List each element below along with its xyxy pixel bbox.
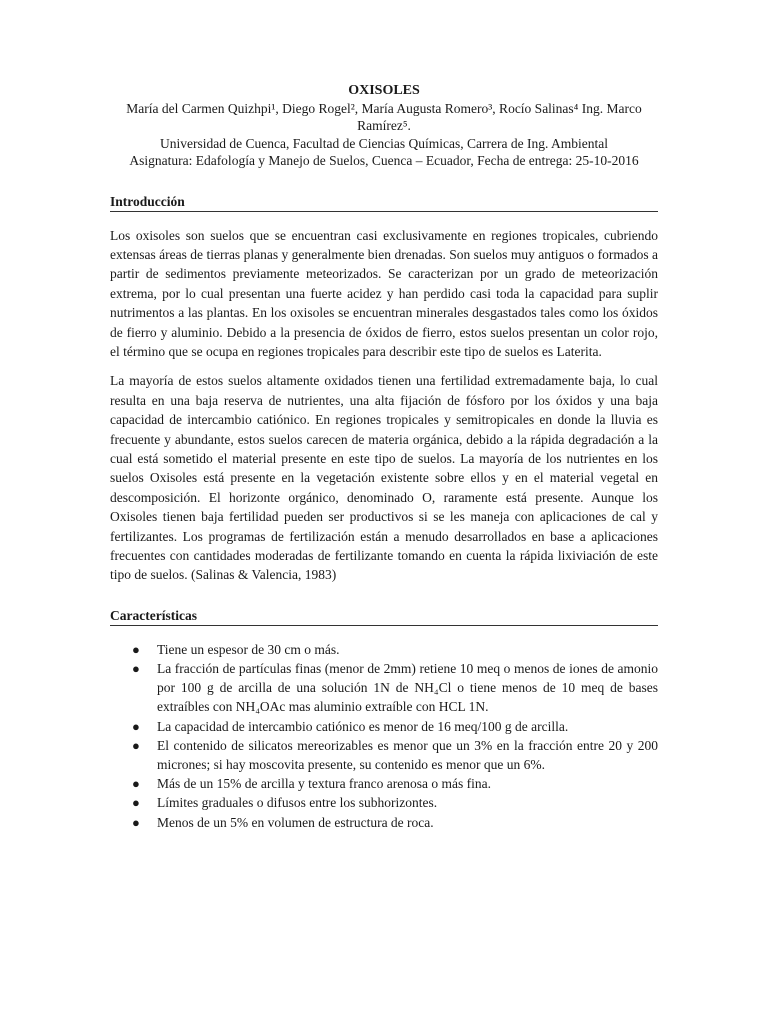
characteristics-heading: Características (110, 608, 658, 626)
authors-line-2: Ramírez⁵. (357, 118, 411, 133)
bullet-icon: ● (132, 776, 140, 792)
bullet-icon: ● (132, 661, 140, 677)
bullet-icon: ● (132, 814, 140, 830)
course-info: Asignatura: Edafología y Manejo de Suelos, Cuenca – Ecuador, Fecha de entrega: 25-10-2016 (129, 153, 639, 168)
bullet-icon: ● (132, 737, 140, 753)
affiliation: Universidad de Cuenca, Facultad de Ciencias Químicas, Carrera de Ing. Ambiental (160, 135, 608, 151)
document-header (110, 82, 658, 170)
introduction-heading: Introducción (110, 194, 658, 212)
list-item-text: La capacidad de intercambio catiónico es menor de 16 meq/100 g de arcilla. (157, 718, 569, 734)
list-item (110, 793, 658, 812)
document-title: OXISOLES (348, 83, 420, 98)
list-item (110, 659, 658, 717)
bullet-icon: ● (132, 795, 140, 811)
list-item-text: Tiene un espesor de 30 cm o más. (157, 641, 340, 657)
list-item (110, 717, 658, 736)
list-item-text: Límites graduales o difusos entre los subhorizontes. (157, 795, 438, 811)
list-item-text: Más de un 15% de arcilla y textura franco arenosa o más fina. (157, 776, 491, 792)
intro-paragraph-1: Los oxisoles son suelos que se encuentran casi exclusivamente en regiones tropicales, cubriendo extensas áreas de tierras planas y generalmente bien drenadas. Son suelos muy antiguos o formados a partir de sedimentos previamente meteorizados. Se caracterizan por un grado de meteorización extrema, por lo cual presentan una fuerte acidez y han perdido casi toda la capacidad para suplir nutrimentos a las plantas. En los oxisoles se encuentran minerales desgastados tales como los óxidos de fierro y aluminio. Debido a la presencia de óxidos de fierro, estos suelos presentan un color rojo, el término que se ocupa en regiones tropicales para describir este tipo de suelos es Laterita. (110, 227, 658, 359)
list-item (110, 736, 658, 774)
list-item (110, 774, 658, 793)
list-item-text: La fracción de partículas finas (menor de 2mm) retiene 10 meq o menos de iones de amonio por 100 g de arcilla de una solución 1N de NH₄Cl o tiene menos de 10 meq de bases extraíbles con NH₄OAc mas aluminio extraíble con HCL 1N. (157, 661, 658, 715)
bullet-icon: ● (132, 641, 140, 657)
intro-paragraph-2: La mayoría de estos suelos altamente oxidados tienen una fertilidad extremadamente baja, lo cual resulta en una baja reserva de nutrientes, una alta fijación de fósforo por los óxidos y una baja capacidad de intercambio catiónico. En regiones tropicales y semitropicales en donde la lluvia es frecuente y abundante, estos suelos carecen de materia orgánica, debido a la rápida degradación a la cual está sometido el material presente en este tipo de suelos. La mayoría de los nutrientes en los suelos Oxisoles está presente en la vegetación existente sobre ellos y en el material vegetal en descomposición. El horizonte orgánico, denominado O, raramente está presente. Aunque los Oxisoles tienen baja fertilidad pueden ser productivos si se les maneja con aplicaciones de cal y fertilizantes. Los programas de fertilización están a menudo desarrollados en base a aplicaciones frecuentes con cantidades moderadas de fertilizante tomando en cuenta la rápida lixiviación de este tipo de suelos. (Salinas & Valencia, 1983) (110, 373, 658, 583)
authors-line-1: María del Carmen Quizhpi¹, Diego Rogel², María Augusta Romero³, Rocío Salinas⁴ Ing. Marco (126, 100, 642, 116)
list-item-text: El contenido de silicatos mereorizables es menor que un 3% en la fracción entre 20 y 200 micrones; si hay moscovita presente, su contenido es menor que un 6%. (157, 737, 658, 773)
characteristics-list (110, 640, 658, 832)
bullet-icon: ● (132, 718, 140, 734)
list-item-text: Menos de un 5% en volumen de estructura de roca. (157, 814, 434, 830)
list-item (110, 813, 658, 832)
list-item (110, 640, 658, 659)
